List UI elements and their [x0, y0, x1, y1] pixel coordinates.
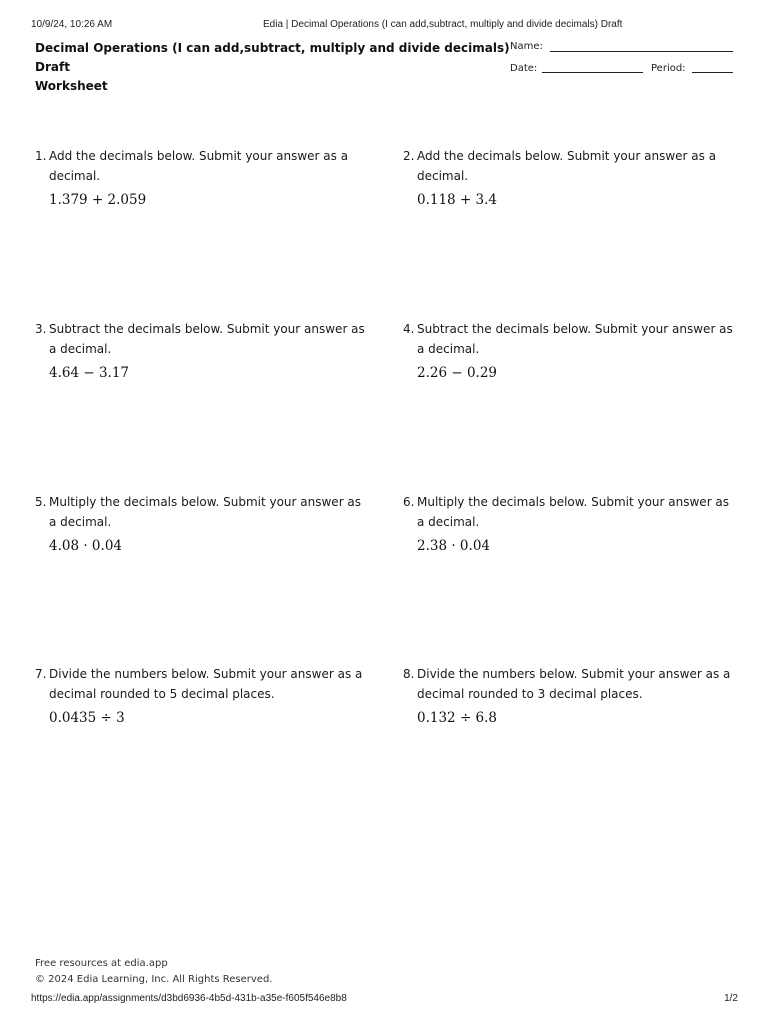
page-number: 1/2 [724, 993, 738, 1004]
footer-copyright: © 2024 Edia Learning, Inc. All Rights Reserved. [35, 974, 273, 985]
question-3 [35, 319, 365, 383]
date-label: Date: [510, 63, 538, 74]
question-instruction: Subtract the decimals below. Submit your answer as a decimal. [417, 322, 733, 356]
period-label: Period: [651, 63, 686, 74]
question-number: 4. [403, 322, 415, 336]
question-expression: 0.132 ÷ 6.8 [417, 710, 498, 726]
footer-resources-link[interactable]: Free resources at edia.app [35, 958, 168, 969]
question-instruction: Multiply the decimals below. Submit your answer as a decimal. [49, 495, 362, 529]
page-footer [35, 956, 273, 988]
print-header [31, 19, 738, 33]
question-instruction: Divide the numbers below. Submit your answer as a decimal rounded to 3 decimal places. [417, 667, 731, 701]
worksheet-title-line2: Draft [35, 60, 70, 74]
worksheet-title [35, 39, 510, 96]
print-url: https://edia.app/assignments/d3bd6936-4b5d-431b-a35e-f605f546e8b8 [31, 993, 347, 1004]
print-footer [31, 993, 738, 1007]
question-1 [35, 146, 365, 210]
name-label: Name: [510, 41, 543, 52]
name-field-line[interactable] [550, 51, 733, 52]
question-number: 1. [35, 149, 47, 163]
question-instruction: Subtract the decimals below. Submit your answer as a decimal. [49, 322, 365, 356]
question-instruction: Add the decimals below. Submit your answer as a decimal. [49, 149, 349, 183]
question-number: 7. [35, 667, 47, 681]
question-instruction: Divide the numbers below. Submit your answer as a decimal rounded to 5 decimal places. [49, 667, 363, 701]
question-instruction: Multiply the decimals below. Submit your answer as a decimal. [417, 495, 730, 529]
question-expression: 2.38 · 0.04 [417, 538, 490, 554]
question-expression: 2.26 − 0.29 [417, 365, 498, 381]
question-7 [35, 664, 365, 728]
question-number: 6. [403, 495, 415, 509]
question-number: 5. [35, 495, 47, 509]
question-8 [403, 664, 733, 728]
period-field-line[interactable] [692, 72, 733, 73]
print-timestamp: 10/9/24, 10:26 AM [31, 19, 113, 30]
question-expression: 0.118 + 3.4 [417, 192, 498, 208]
date-field-line[interactable] [542, 72, 643, 73]
question-5 [35, 492, 365, 556]
question-expression: 4.08 · 0.04 [49, 538, 122, 554]
question-2 [403, 146, 733, 210]
question-instruction: Add the decimals below. Submit your answer as a decimal. [417, 149, 717, 183]
question-expression: 4.64 − 3.17 [49, 365, 130, 381]
question-number: 2. [403, 149, 415, 163]
question-6 [403, 492, 733, 556]
question-number: 8. [403, 667, 415, 681]
question-number: 3. [35, 322, 47, 336]
question-4 [403, 319, 733, 383]
worksheet-title-line3: Worksheet [35, 79, 108, 93]
print-document-title: Edia | Decimal Operations (I can add,subtract, multiply and divide decimals) Draft [263, 19, 623, 30]
worksheet-title-line1: Decimal Operations (I can add,subtract, multiply and divide decimals) [35, 41, 510, 55]
question-expression: 0.0435 ÷ 3 [49, 710, 125, 726]
question-expression: 1.379 + 2.059 [49, 192, 147, 208]
